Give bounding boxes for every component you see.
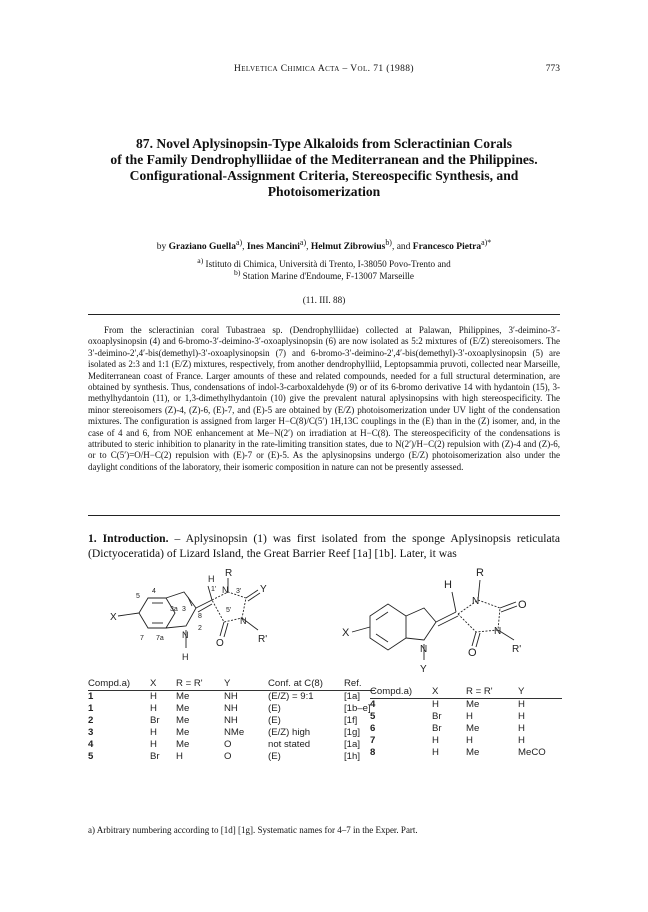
cell-conf: (E)	[268, 715, 281, 726]
affiliation-b-text: Station Marine d'Endoume, F-13007 Marseille	[242, 271, 415, 282]
footnote	[88, 825, 560, 835]
col-y: Y	[224, 678, 231, 689]
table-row	[88, 715, 375, 727]
col-y: Y	[518, 686, 525, 697]
label-5p: 5'	[226, 607, 232, 614]
cell-compd: 1	[88, 691, 94, 702]
pyrrole-ring	[406, 608, 436, 640]
label-x: X	[342, 627, 350, 639]
label-8: 8	[198, 613, 202, 620]
cell-x: Br	[432, 711, 442, 722]
title-line-2: of the Family Dendrophylliidae of the Mediterranean and the Philippines.	[110, 152, 538, 167]
col-r: R = R'	[466, 686, 493, 697]
article-title	[70, 136, 578, 200]
cell-ref: [1b–e]	[344, 703, 371, 714]
cell-r: Me	[176, 703, 190, 714]
compound-table-2	[370, 686, 562, 759]
label-r: R	[476, 567, 484, 579]
cell-compd: 3	[88, 727, 94, 738]
author-2: Ines Mancini	[246, 242, 300, 253]
author-4-aff: a)*	[481, 238, 492, 247]
label-n3: N	[240, 616, 247, 626]
col-ref: Ref.	[344, 678, 362, 689]
structure-1-drawing	[108, 568, 308, 676]
cell-y: NH	[224, 715, 238, 726]
cell-x: H	[150, 739, 157, 750]
journal-name: Helvetica Chimica Acta – Vol. 71 (1988)	[233, 64, 415, 74]
col-r: R = R'	[176, 678, 203, 689]
author-sep: , and	[391, 242, 413, 253]
cell-compd: 7	[370, 735, 376, 746]
cell-x: H	[150, 727, 157, 738]
table-row	[88, 703, 375, 715]
cell-r: Me	[176, 715, 190, 726]
cell-r: Me	[466, 699, 480, 710]
label-r-prime: R'	[258, 634, 268, 645]
table-row	[88, 739, 375, 751]
cell-conf: (E/Z) high	[268, 727, 311, 738]
cell-x: H	[432, 735, 439, 746]
footnote-mark: a)	[88, 825, 95, 835]
cell-x: Br	[432, 723, 442, 734]
cell-y: NMe	[224, 727, 245, 738]
table-row	[88, 751, 375, 763]
title-line-4: Photoisomerization	[267, 184, 381, 199]
cell-x: H	[432, 747, 439, 758]
abstract-top-rule	[88, 314, 560, 315]
label-5: 5	[136, 593, 140, 600]
label-o: O	[216, 638, 224, 649]
cell-ref: [1f]	[344, 715, 358, 726]
cell-x: H	[150, 703, 157, 714]
cell-r: H	[176, 751, 183, 762]
label-n3: N	[494, 626, 502, 637]
author-1: Graziano Guella	[168, 242, 236, 253]
label-1p: 1'	[211, 586, 217, 593]
intro-heading: 1. Introduction.	[88, 532, 169, 545]
cell-ref: [1g]	[344, 727, 361, 738]
col-compd: Compd.a)	[88, 678, 131, 689]
author-1-aff: a)	[235, 238, 243, 247]
cell-x: H	[150, 691, 157, 702]
affiliation-a-mark: a)	[197, 256, 204, 265]
label-n-indole: N	[182, 630, 189, 640]
table-row	[370, 735, 562, 747]
label-h-n: H	[182, 652, 189, 662]
cell-r: Me	[176, 691, 190, 702]
table-row	[370, 711, 562, 723]
cell-y: H	[518, 699, 525, 710]
label-o-bottom: O	[468, 647, 477, 659]
affiliation-b-mark: b)	[233, 268, 241, 277]
cell-r: Me	[466, 723, 480, 734]
table-row	[88, 727, 375, 739]
table-header-row	[370, 686, 562, 699]
cell-compd: 1	[88, 703, 94, 714]
benzene-ring	[370, 604, 406, 650]
label-4: 4	[152, 588, 156, 595]
cell-r: Me	[176, 739, 190, 750]
label-y: Y	[420, 664, 427, 675]
cell-compd: 8	[370, 747, 376, 758]
cell-compd: 4	[88, 739, 94, 750]
author-3-aff: b)	[385, 238, 392, 247]
label-r: R	[225, 568, 233, 579]
cell-compd: 5	[88, 751, 94, 762]
col-conf: Conf. at C(8)	[268, 678, 323, 689]
col-compd: Compd.a)	[370, 686, 413, 697]
cell-ref: [1h]	[344, 751, 361, 762]
footnote-text: Arbitrary numbering according to [1d] [1g]. Systematic names for 4–7 in the Exper. Part.	[96, 825, 418, 835]
label-3p: 3'	[236, 588, 242, 595]
cell-ref: [1a]	[344, 691, 361, 702]
affiliation-a-text: Istituto di Chimica, Università di Trento, I-38050 Povo-Trento and	[205, 259, 451, 270]
cell-compd: 5	[370, 711, 376, 722]
cell-conf: (E)	[268, 751, 281, 762]
authors-by: by	[156, 242, 167, 253]
author-list	[40, 238, 608, 252]
structure-2-drawing	[340, 556, 560, 676]
cell-y: H	[518, 711, 525, 722]
page-number: 773	[545, 64, 560, 74]
cell-conf: (E/Z) = 9:1	[268, 691, 314, 702]
cell-conf: (E)	[268, 703, 281, 714]
table-row	[370, 747, 562, 759]
cell-conf: not stated	[268, 739, 311, 750]
cell-y: NH	[224, 691, 238, 702]
running-header	[88, 64, 560, 78]
label-2: 2	[198, 625, 202, 632]
affiliation-b	[40, 268, 608, 281]
cell-r: H	[466, 711, 473, 722]
abstract-bottom-rule	[88, 515, 560, 516]
table-row	[370, 723, 562, 735]
intro-text: – Aplysinopsin (1) was first isolated from the sponge Aplysinopsis reticulata (Dictyoceratida) of Lizard Island, the Great Barrier Reef [1a] [1b]. Later, it was	[88, 532, 560, 560]
label-7a: 7a	[156, 635, 164, 642]
cell-x: Br	[150, 751, 160, 762]
cell-ref: [1a]	[344, 739, 361, 750]
label-3a: 3a	[170, 606, 178, 613]
title-line-3: Configurational-Assignment Criteria, Stereospecific Synthesis, and	[129, 168, 519, 183]
label-x: X	[110, 612, 117, 623]
author-4: Francesco Pietra	[412, 242, 482, 253]
compound-table-1	[88, 678, 375, 763]
cell-r: H	[466, 735, 473, 746]
cell-y: NH	[224, 703, 238, 714]
label-y: Y	[260, 584, 267, 595]
label-n1: N	[472, 596, 480, 607]
cell-compd: 2	[88, 715, 94, 726]
label-3: 3	[182, 606, 186, 613]
cell-compd: 4	[370, 699, 376, 710]
cell-compd: 6	[370, 723, 376, 734]
table-row	[370, 699, 562, 712]
author-2-aff: a)	[299, 238, 307, 247]
table-header-row	[88, 678, 375, 691]
label-n1: N	[222, 585, 229, 595]
cell-r: Me	[466, 747, 480, 758]
table-row	[88, 691, 375, 704]
label-n-indole: N	[420, 644, 428, 655]
label-h: H	[208, 574, 215, 584]
abstract: From the scleractinian coral Tubastraea sp. (Dendrophylliidae) collected at Palawan, Philippines, 3′-deimino-3′-oxoaplysinopsin (4) and 6-bromo-3′-deimino-3′-oxoaplysinopsin (6) are now isolated as 5:2 mixtures of (E/Z) stereoisomers. The 3′-deimino-2′,4′-bis(demethyl)-3′-oxoaplysinopsin (7) and 6-bromo-3′-deimino-2′,4′-bis(demethyl)-3′-oxoaplysinopsin (5) are isolated as 2:3 and 1:1 (E/Z) mixtures, respectively, from another dendrophylliid, Leptopsammia pruvoti, collected near Marseille, Mediterranean coast of France. Larger amounts of these and related compounds, needed for a full structural determination, are obtained by synthesis. Thus, condensations of indol-3-carboxaldehyde (9) or of its 6-bromo derivative 14 with hydantoin (15), 3-methylhydantoin (11), or 1,3-dimethylhydantoin (10) give the prevalent natural aplysinopsins with high stereospecificity. The minor stereoisomers (Z)-4, (Z)-6, (E)-7, and (E)-5 are obtained by (E/Z) photoisomerization under UV light of the condensation mixtures. The configuration is assigned from larger H−C(8)/C(5′) 1H,13C couplings in the (E) than in the (Z) isomer, and, in the case of 4 and 6, from NOE enhancement at Me−N(2′) on irradiation at H−C(8). The stereospecificity of the condensations is attributed to steric inhibition to planarity in the rate-limiting transition states, due to N(2′)/H−C(2) repulsion with (Z)-4 and (Z)-6, or to C(5′)=O/H−C(2) repulsion with (E)-7 or (E)-5. As the aplysinopsins undergo (E/Z) photoisomerization also under the daylight conditions of the laboratory, their isomeric composition in nature can not be presently assessed.	[88, 325, 560, 472]
title-line-1: 87. Novel Aplysinopsin-Type Alkaloids from Scleractinian Corals	[135, 136, 512, 151]
author-sep: ,	[306, 242, 311, 253]
col-x: X	[432, 686, 439, 697]
cell-y: H	[518, 735, 525, 746]
author-3: Helmut Zibrowius	[310, 242, 386, 253]
cell-y: H	[518, 723, 525, 734]
author-sep: ,	[242, 242, 247, 253]
cell-y: O	[224, 739, 232, 750]
cell-x: H	[432, 699, 439, 710]
received-date: (11. III. 88)	[302, 295, 346, 305]
benzene-ring	[139, 598, 175, 628]
label-r-prime: R'	[512, 644, 522, 655]
cell-x: Br	[150, 715, 160, 726]
label-o-top: O	[518, 599, 527, 611]
label-7: 7	[140, 635, 144, 642]
cell-r: Me	[176, 727, 190, 738]
col-x: X	[150, 678, 157, 689]
cell-y: MeCO	[518, 747, 546, 758]
cell-y: O	[224, 751, 232, 762]
label-h: H	[444, 579, 452, 591]
